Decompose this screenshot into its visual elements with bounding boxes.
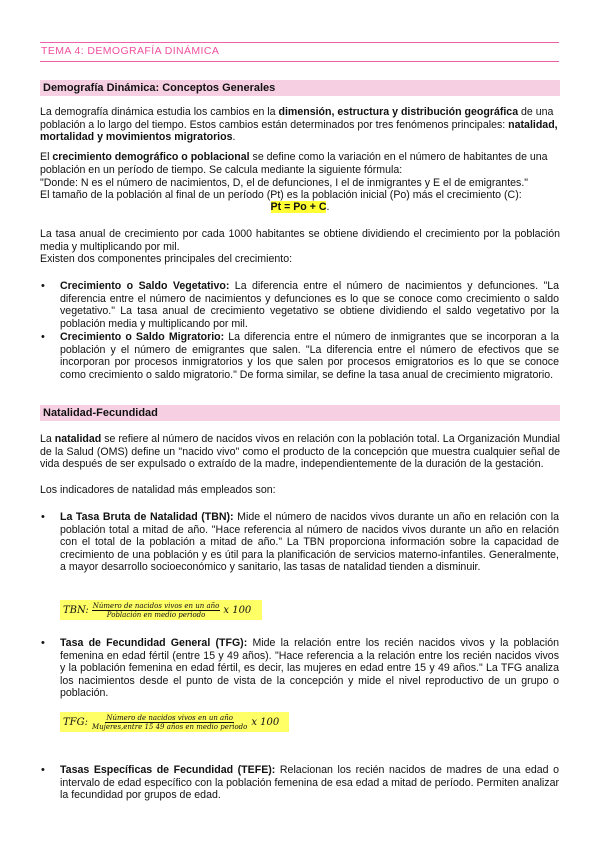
page-title: TEMA 4: DEMOGRAFÍA DINÁMICA — [41, 45, 220, 57]
paragraph-componentes: Existen dos componentes principales del crecimiento: — [40, 253, 293, 265]
paragraph-indicadores: Los indicadores de natalidad más empleados son: — [40, 484, 276, 496]
paragraph-natalidad: La natalidad se refiere al número de nacidos vivos en relación con la población total. La Organización Mundial de la Salud (OMS) define un "nacido vivo" como el producto de la concepción que muestra cualquier señal de vida después de ser expulsado o extraído de la madre, independientemente de la duración de la gestación. — [40, 433, 560, 471]
list-item-tbn: La Tasa Bruta de Natalidad (TBN): Mide el número de nacidos vivos durante un año en relación con la población total a mitad de año. "Hace referencia al número de nacidos vivos durante un año en relación con el total de la población a mitad de año." La TBN proporciona información sobre la capacidad de crecimiento de una población y es útil para la planificación de servicios materno-infantiles. Generalmente, a mayor desarrollo socioeconómico y sanitario, las tasas de natalidad tienden a disminuir. — [60, 511, 559, 574]
paragraph-crecimiento: El crecimiento demográfico o poblacional se define como la variación en el número de habitantes de una población en un período de tiempo. Se calcula mediante la siguiente fórmula: — [40, 151, 548, 176]
list-item-tefe: Tasas Específicas de Fecundidad (TEFE): Relacionan los recién nacidos de madres de una edad o intervalo de edad específico con la población femenina de esa edad a mitad de período. Permiten analizar la fecundidad por grupos de edad. — [60, 764, 560, 802]
paragraph-intro: La demografía dinámica estudia los cambios en la dimensión, estructura y distribución geográfica de una población a lo largo del tiempo. Estos cambios están determinados por tres fenómenos principales: natalidad, mortalidad y movimientos migratorios. — [40, 106, 558, 144]
paragraph-donde: "Donde: N es el número de nacimientos, D, el de defunciones, I el de inmigrantes y E el de emigrantes." — [40, 177, 529, 189]
paragraph-tamano: El tamaño de la población al final de un período (Pt) es la población inicial (Po) más el crecimiento (C): — [40, 189, 522, 201]
paragraph-tasa-anual: La tasa anual de crecimiento por cada 1000 habitantes se obtiene dividiendo el crecimiento por la población media y multiplicando por mil. — [40, 228, 560, 253]
list-item-saldo-vegetativo: Crecimiento o Saldo Vegetativo: La diferencia entre el número de nacimientos y defunciones. "La diferencia entre el número de nacimientos y defunciones es lo que se conoce como crecimiento o saldo vegetativo." La tasa anual de crecimiento vegetativo se obtiene dividiendo el saldo vegetativo por la población media y multiplicando por mil. — [60, 280, 559, 330]
formula-tfg-fraction: $\frac{\text{Número de nacidos vivos en un año}}{\text{Mujeres,entre 15 49 años en medio periodo}}$ — [91, 713, 248, 731]
section-heading-natalidad: Natalidad-Fecundidad — [40, 405, 560, 421]
list-item-saldo-migratorio: Crecimiento o Saldo Migratorio: La diferencia entre el número de inmigrantes que se incorporan a la población y el número de emigrantes que salen. "La diferencia entre el número de efectivos que se incorporan por procesos inmigratorios y los que salen por procesos emigratorios es lo que se conoce como crecimiento o saldo migratorio." De forma similar, se define la tasa anual de crecimiento migratorio. — [60, 331, 560, 381]
list-item-tfg: Tasa de Fecundidad General (TFG): Mide la relación entre los recién nacidos vivos y la población femenina en edad fértil (entre 15 y 49 años). "Hace referencia a la relación entre los recién nacidos vivos y la población femenina en edad fértil, es decir, las mujeres en edad entre 15 y 49 años." La TFG analiza los nacimientos desde el punto de vista de la concepción y mide el nivel reproductivo de un grupo o población. — [60, 637, 559, 700]
header-rule-top — [40, 42, 559, 43]
formula-pt: Pt = Po + C. — [270, 201, 330, 213]
bullet-marker: • — [41, 637, 45, 649]
bullet-marker: • — [41, 331, 45, 343]
bullet-marker: • — [41, 764, 45, 776]
formula-tfg: TFG: $\frac{\text{Número de nacidos vivos en un año}}{\text{Mujeres,entre 15 49 años en medio periodo}}$ x 100 — [60, 712, 289, 732]
bullet-marker: • — [41, 511, 45, 523]
formula-tbn-fraction: $\frac{\text{Número de nacidos vivos en un año}}{\text{Población en medio periodo}}$ — [92, 601, 220, 619]
section-heading-conceptos: Demografía Dinámica: Conceptos Generales — [40, 80, 560, 96]
header-rule-bottom — [40, 61, 559, 62]
bullet-marker: • — [41, 280, 45, 292]
formula-tbn: TBN: $\frac{\text{Número de nacidos vivos en un año}}{\text{Población en medio periodo}}$ x 100 — [60, 600, 262, 620]
